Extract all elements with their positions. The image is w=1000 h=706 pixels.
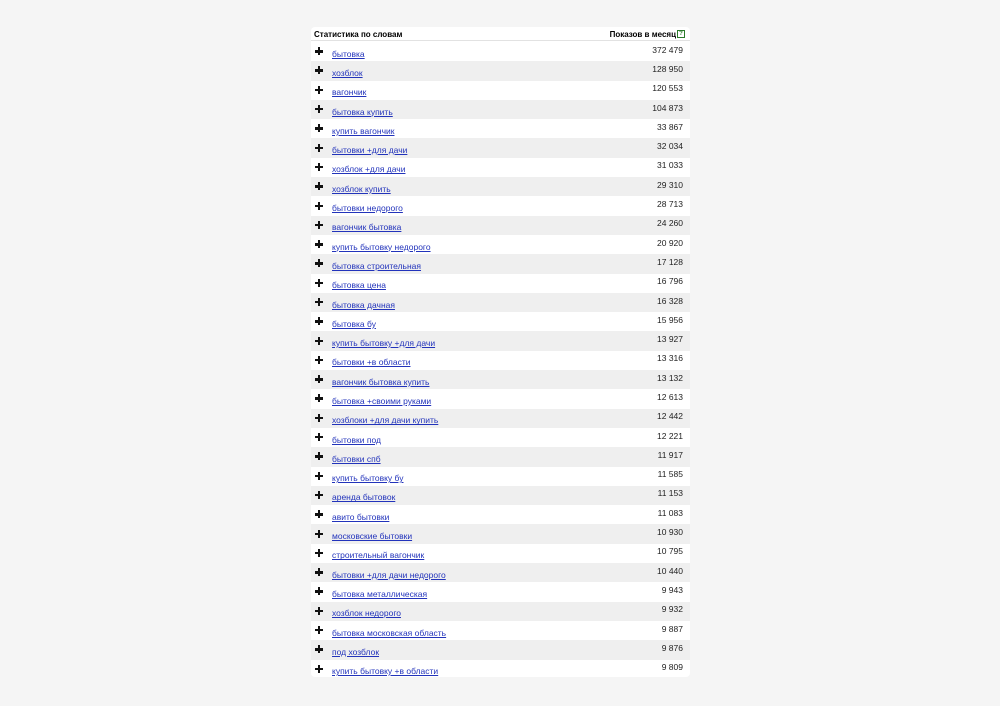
table-row — [311, 312, 690, 331]
add-keyword-plus-icon[interactable] — [315, 587, 324, 596]
keyword-link[interactable]: бытовки +в области — [332, 357, 411, 368]
impressions-count: 11 917 — [657, 449, 683, 460]
table-row — [311, 447, 690, 466]
impressions-count: 31 033 — [657, 160, 683, 171]
table-row — [311, 409, 690, 428]
impressions-count: 9 932 — [661, 604, 683, 615]
table-row — [311, 158, 690, 177]
impressions-count: 16 328 — [657, 295, 683, 306]
keyword-link[interactable]: бытовка бу — [332, 318, 376, 329]
keyword-link[interactable]: бытовка +своими руками — [332, 395, 432, 406]
impressions-count: 12 613 — [657, 391, 683, 402]
table-row — [311, 81, 690, 100]
table-row — [311, 486, 690, 505]
add-keyword-plus-icon[interactable] — [315, 105, 324, 114]
impressions-count: 17 128 — [657, 256, 683, 267]
table-row — [311, 138, 690, 157]
add-keyword-plus-icon[interactable] — [315, 375, 324, 384]
table-row — [311, 196, 690, 215]
table-row — [311, 351, 690, 370]
add-keyword-plus-icon[interactable] — [315, 337, 324, 346]
keyword-link[interactable]: хозблок купить — [332, 183, 391, 194]
table-row — [311, 42, 690, 61]
keyword-link[interactable]: авито бытовки — [332, 511, 390, 522]
add-keyword-plus-icon[interactable] — [315, 356, 324, 365]
word-statistics-panel — [311, 27, 690, 677]
impressions-count: 10 795 — [657, 546, 683, 557]
impressions-count: 10 930 — [657, 527, 683, 538]
keyword-link[interactable]: хозблок +для дачи — [332, 164, 406, 175]
impressions-count: 128 950 — [652, 63, 683, 74]
add-keyword-plus-icon[interactable] — [315, 298, 324, 307]
add-keyword-plus-icon[interactable] — [315, 549, 324, 558]
add-keyword-plus-icon[interactable] — [315, 530, 324, 539]
add-keyword-plus-icon[interactable] — [315, 317, 324, 326]
add-keyword-plus-icon[interactable] — [315, 163, 324, 172]
table-row — [311, 524, 690, 543]
keyword-link[interactable]: бытовка — [332, 48, 365, 59]
add-keyword-plus-icon[interactable] — [315, 47, 324, 56]
add-keyword-plus-icon[interactable] — [315, 240, 324, 249]
add-keyword-plus-icon[interactable] — [315, 124, 324, 133]
keyword-link[interactable]: бытовка цена — [332, 280, 386, 291]
keyword-list — [311, 42, 690, 677]
impressions-count: 33 867 — [657, 121, 683, 132]
table-row — [311, 505, 690, 524]
help-icon[interactable]: ? — [677, 30, 685, 38]
impressions-count: 28 713 — [657, 199, 683, 210]
impressions-count: 20 920 — [657, 237, 683, 248]
add-keyword-plus-icon[interactable] — [315, 472, 324, 481]
impressions-count: 120 553 — [652, 83, 683, 94]
impressions-count: 32 034 — [657, 141, 683, 152]
add-keyword-plus-icon[interactable] — [315, 86, 324, 95]
keyword-link[interactable]: бытовки спб — [332, 453, 381, 464]
table-row — [311, 61, 690, 80]
add-keyword-plus-icon[interactable] — [315, 202, 324, 211]
impressions-header-label: Показов в месяц — [609, 29, 676, 39]
impressions-count: 9 943 — [661, 584, 683, 595]
impressions-count: 9 876 — [661, 642, 683, 653]
impressions-count: 12 442 — [657, 411, 683, 422]
impressions-count: 12 221 — [657, 430, 683, 441]
impressions-count: 11 585 — [657, 469, 683, 480]
table-row — [311, 467, 690, 486]
keyword-link[interactable]: вагончик бытовка купить — [332, 376, 430, 387]
keyword-link[interactable]: под хозблок — [332, 646, 380, 657]
impressions-count: 13 132 — [657, 372, 683, 383]
add-keyword-plus-icon[interactable] — [315, 568, 324, 577]
table-row — [311, 235, 690, 254]
impressions-column-header — [610, 30, 685, 39]
impressions-count: 10 440 — [657, 565, 683, 576]
impressions-count: 104 873 — [652, 102, 683, 113]
table-row — [311, 254, 690, 273]
add-keyword-plus-icon[interactable] — [315, 645, 324, 654]
keyword-link[interactable]: хозблок недорого — [332, 608, 401, 619]
table-row — [311, 331, 690, 350]
add-keyword-plus-icon[interactable] — [315, 491, 324, 500]
keyword-link[interactable]: бытовка строительная — [332, 260, 422, 271]
add-keyword-plus-icon[interactable] — [315, 66, 324, 75]
add-keyword-plus-icon[interactable] — [315, 452, 324, 461]
table-row — [311, 660, 690, 678]
table-row — [311, 563, 690, 582]
keyword-link[interactable]: купить вагончик — [332, 125, 395, 136]
keyword-link[interactable]: купить бытовку +в области — [332, 666, 439, 677]
impressions-count: 9 809 — [661, 662, 683, 673]
impressions-count: 11 153 — [657, 488, 683, 499]
impressions-count: 13 927 — [657, 334, 683, 345]
table-row — [311, 100, 690, 119]
keyword-link[interactable]: вагончик бытовка — [332, 222, 402, 233]
add-keyword-plus-icon[interactable] — [315, 433, 324, 442]
table-row — [311, 119, 690, 138]
keyword-link[interactable]: хозблок — [332, 67, 363, 78]
table-row — [311, 177, 690, 196]
impressions-count: 29 310 — [657, 179, 683, 190]
add-keyword-plus-icon[interactable] — [315, 259, 324, 268]
impressions-count: 24 260 — [657, 218, 683, 229]
table-row — [311, 274, 690, 293]
table-row — [311, 582, 690, 601]
add-keyword-plus-icon[interactable] — [315, 279, 324, 288]
impressions-count: 13 316 — [657, 353, 683, 364]
add-keyword-plus-icon[interactable] — [315, 510, 324, 519]
add-keyword-plus-icon[interactable] — [315, 626, 324, 635]
table-row — [311, 544, 690, 563]
add-keyword-plus-icon[interactable] — [315, 414, 324, 423]
impressions-count: 16 796 — [657, 276, 683, 287]
add-keyword-plus-icon[interactable] — [315, 221, 324, 230]
impressions-count: 9 887 — [661, 623, 683, 634]
table-row — [311, 621, 690, 640]
keyword-link[interactable]: купить бытовку недорого — [332, 241, 431, 252]
keyword-link[interactable]: бытовки под — [332, 434, 381, 445]
impressions-count: 11 083 — [657, 507, 683, 518]
table-row — [311, 216, 690, 235]
keyword-link[interactable]: вагончик — [332, 87, 367, 98]
table-row — [311, 640, 690, 659]
impressions-count: 372 479 — [652, 44, 683, 55]
keyword-link[interactable]: московские бытовки — [332, 531, 413, 542]
table-row — [311, 389, 690, 408]
add-keyword-plus-icon[interactable] — [315, 665, 324, 674]
word-column-header: Статистика по словам — [314, 29, 403, 39]
add-keyword-plus-icon[interactable] — [315, 394, 324, 403]
impressions-count: 15 956 — [657, 314, 683, 325]
keyword-link[interactable]: бытовка московская область — [332, 627, 447, 638]
table-row — [311, 293, 690, 312]
table-row — [311, 428, 690, 447]
keyword-link[interactable]: бытовка металлическая — [332, 588, 428, 599]
keyword-link[interactable]: бытовки недорого — [332, 203, 403, 214]
keyword-link[interactable]: бытовка дачная — [332, 299, 395, 310]
keyword-link[interactable]: строительный вагончик — [332, 550, 425, 561]
keyword-link[interactable]: купить бытовку бу — [332, 473, 404, 484]
table-row — [311, 602, 690, 621]
add-keyword-plus-icon[interactable] — [315, 182, 324, 191]
add-keyword-plus-icon[interactable] — [315, 144, 324, 153]
keyword-link[interactable]: хозблоки +для дачи купить — [332, 415, 439, 426]
keyword-link[interactable]: бытовки +для дачи — [332, 145, 408, 156]
keyword-link[interactable]: купить бытовку +для дачи — [332, 338, 436, 349]
table-row — [311, 370, 690, 389]
add-keyword-plus-icon[interactable] — [315, 607, 324, 616]
keyword-link[interactable]: бытовки +для дачи недорого — [332, 569, 446, 580]
keyword-link[interactable]: бытовка купить — [332, 106, 393, 117]
table-header — [311, 27, 690, 41]
keyword-link[interactable]: аренда бытовок — [332, 492, 396, 503]
